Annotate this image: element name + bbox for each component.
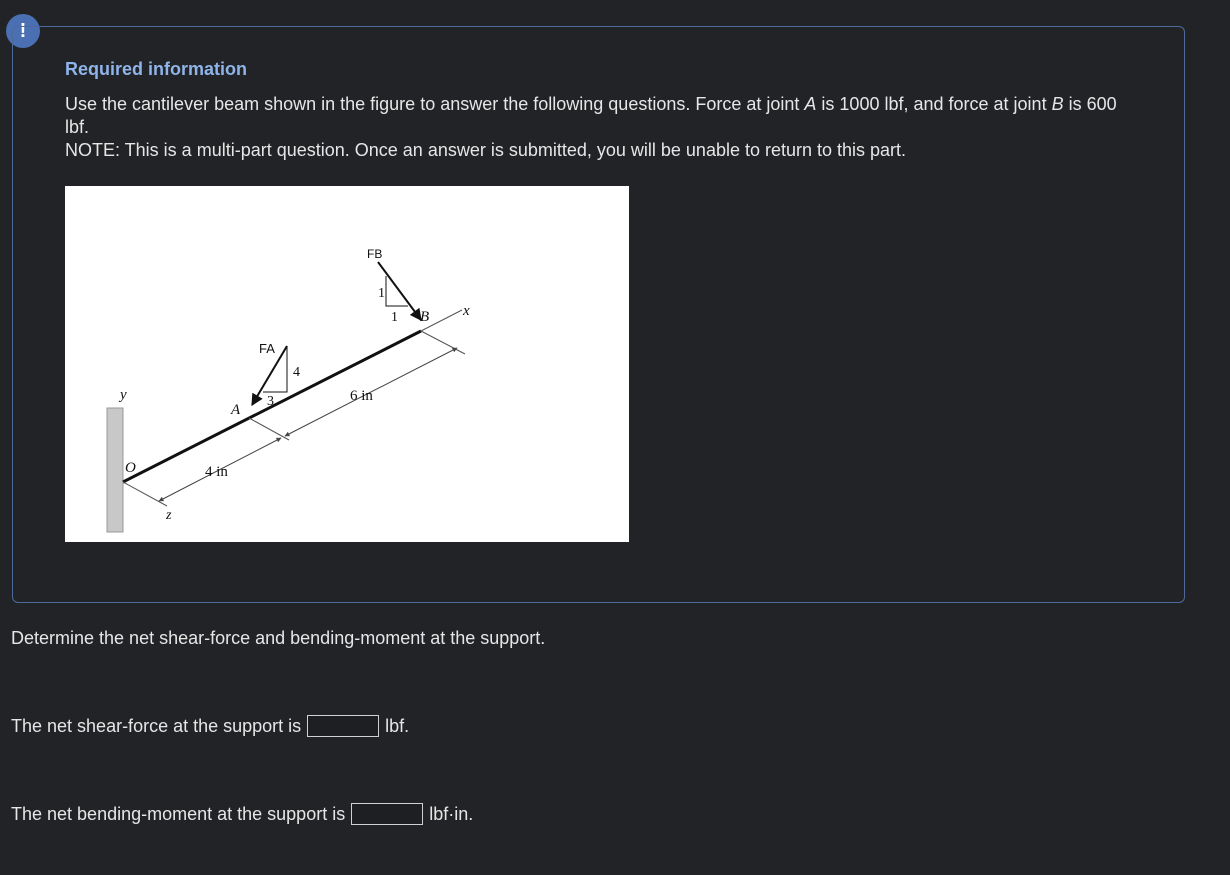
shear-force-unit: lbf. xyxy=(385,715,410,736)
joint-b-label: B xyxy=(1051,94,1064,114)
z-axis-line xyxy=(123,482,167,506)
alert-icon: ! xyxy=(6,14,40,48)
required-info-text xyxy=(65,93,1125,162)
label-slope-b-rise: 1 xyxy=(378,286,385,301)
shear-force-row xyxy=(11,715,409,737)
label-x: x xyxy=(463,303,470,319)
label-slope-a-rise: 4 xyxy=(293,365,300,380)
label-fa: FA xyxy=(259,341,275,356)
label-dim-ab: 6 in xyxy=(350,388,373,404)
label-fb: FB xyxy=(367,247,383,261)
label-slope-b-run: 1 xyxy=(391,310,398,325)
wall-support xyxy=(107,408,123,532)
shear-force-input[interactable] xyxy=(307,715,379,737)
label-a: A xyxy=(231,402,241,418)
joint-a-label: A xyxy=(804,94,817,114)
shear-force-prompt: The net shear-force at the support is xyxy=(11,715,302,736)
slope-triangle-b xyxy=(386,276,408,306)
label-o: O xyxy=(125,460,136,476)
dim-extension-b xyxy=(421,331,465,354)
label-z: z xyxy=(166,508,172,523)
bending-moment-row xyxy=(11,803,473,825)
question-text: Determine the net shear-force and bending-moment at the support. xyxy=(11,628,546,648)
bending-moment-unit: lbf·in. xyxy=(429,803,474,824)
cantilever-beam-figure xyxy=(65,186,629,542)
info-text-part: is 600 lbf. xyxy=(65,94,1117,137)
dim-extension-a xyxy=(249,418,289,440)
info-note: NOTE: This is a multi-part question. Once an answer is submitted, you will be unable to return to this part. xyxy=(65,140,907,160)
label-y: y xyxy=(120,387,127,403)
info-text-part: is 1000 lbf, and force at joint xyxy=(816,94,1052,114)
bending-moment-prompt: The net bending-moment at the support is xyxy=(11,803,346,824)
required-info-panel xyxy=(12,26,1185,603)
required-info-title: Required information xyxy=(65,59,248,79)
bending-moment-input[interactable] xyxy=(351,803,423,825)
label-b: B xyxy=(420,309,430,325)
label-slope-a-run: 3 xyxy=(267,394,274,409)
label-dim-oa: 4 in xyxy=(205,464,228,480)
info-text-part: Use the cantilever beam shown in the figure to answer the following questions. Force at joint xyxy=(65,94,805,114)
